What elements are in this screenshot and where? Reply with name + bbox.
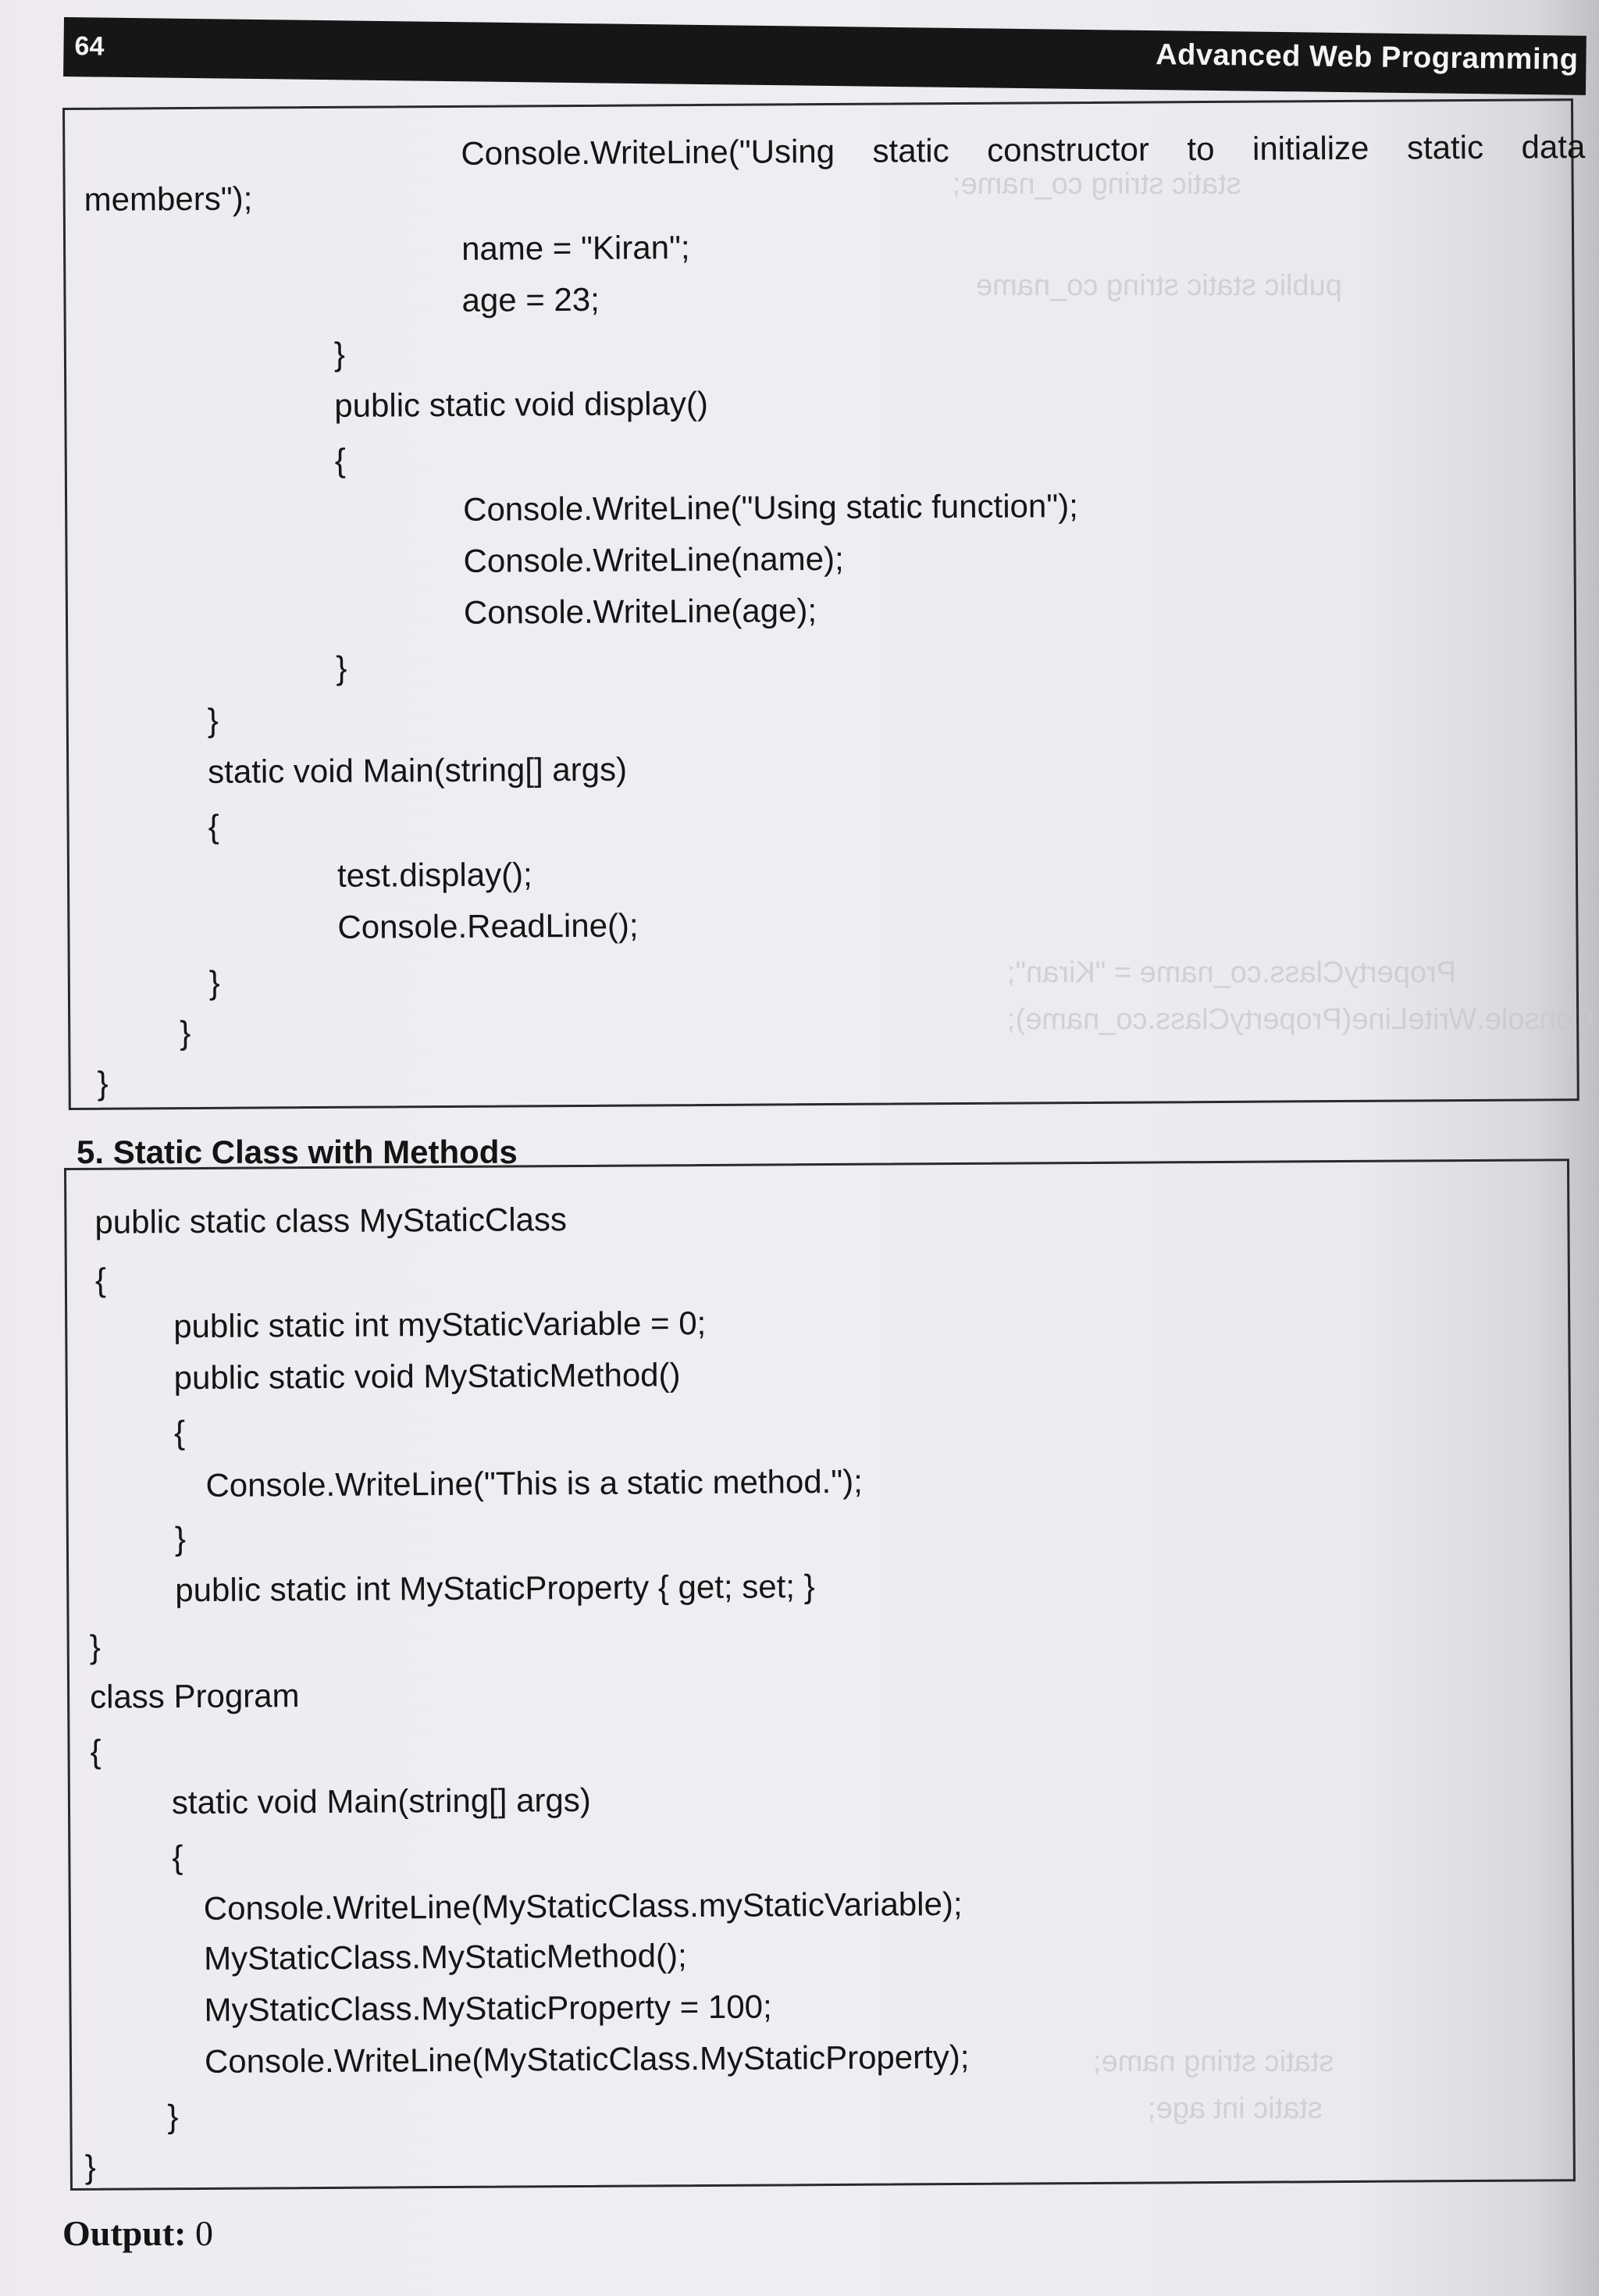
code-line: Console.ReadLine(); [337, 906, 639, 945]
code-line: } [333, 335, 346, 372]
code-word: to [1187, 130, 1215, 168]
show-through-text: static string co_name; [953, 168, 1241, 201]
show-through-text: static int age; [1148, 2092, 1323, 2125]
code-line: } [89, 1628, 101, 1665]
code-word: static [1406, 128, 1484, 166]
code-word: initialize [1252, 129, 1369, 167]
show-through-text: public static string co_name [976, 269, 1342, 302]
code-line: { [208, 807, 219, 845]
code-block-constructor-example [62, 98, 1586, 1110]
show-through-text: static string name; [1093, 2045, 1334, 2078]
code-line: public static void display() [334, 384, 709, 424]
code-line: Console.WriteLine(MyStaticClass.myStaticVariable); [203, 1885, 963, 1927]
show-through-text: Console.WriteLine(PropertyClass.co_name); [1007, 1003, 1594, 1036]
page-number: 64 [74, 31, 105, 62]
code-line: name = "Kiran"; [461, 229, 690, 267]
code-line: MyStaticClass.MyStaticProperty = 100; [204, 1988, 772, 2028]
code-line: } [336, 649, 347, 686]
code-line: static void Main(string[] args) [171, 1781, 591, 1821]
code-line: Console.WriteLine(age); [463, 592, 817, 631]
code-line: static void Main(string[] args) [208, 750, 628, 790]
code-line: } [180, 1014, 191, 1052]
code-line: } [97, 1064, 109, 1102]
code-line: { [172, 1839, 183, 1876]
output-value: 0 [194, 2213, 213, 2253]
section-heading: 5. Static Class with Methods [77, 1134, 518, 1170]
code-line: Console.WriteLine("This is a static method."); [205, 1462, 863, 1504]
output-label: Output: [62, 2213, 187, 2253]
code-line: } [174, 1520, 187, 1557]
code-line: test.display(); [337, 856, 532, 894]
code-line: members"); [84, 180, 253, 218]
code-line: public static int myStaticVariable = 0; [173, 1304, 707, 1345]
code-block-static-class-example [64, 1159, 1576, 2191]
code-line: { [173, 1414, 186, 1451]
running-title: Advanced Web Programming [1155, 38, 1579, 77]
code-line: Console.WriteLine(name); [463, 539, 844, 579]
code-line: public static void MyStaticMethod() [173, 1356, 681, 1397]
code-line: } [208, 963, 221, 1001]
show-through-text: PropertyClass.co_name = "Kiran"; [1007, 956, 1457, 989]
code-word: data [1521, 128, 1586, 166]
code-line: public static class MyStaticClass [94, 1201, 568, 1241]
code-line: MyStaticClass.MyStaticMethod(); [204, 1937, 687, 1977]
code-line: public static int MyStaticProperty { get; set; } [175, 1568, 815, 1609]
output-line [62, 2212, 213, 2254]
page-header-bar [63, 17, 1587, 95]
code-line: age = 23; [461, 280, 600, 319]
code-line: } [167, 2098, 179, 2135]
code-line: class Program [89, 1677, 300, 1715]
code-word: static [872, 132, 949, 169]
code-line [461, 130, 1585, 170]
code-line: } [84, 2148, 96, 2185]
code-word: Console.WriteLine("Using [461, 132, 835, 172]
code-line: { [334, 441, 346, 479]
code-line: Console.WriteLine(MyStaticClass.MyStaticProperty); [204, 2038, 970, 2080]
code-word: constructor [987, 130, 1150, 169]
code-line: Console.WriteLine("Using static function"); [463, 487, 1078, 528]
code-line: { [94, 1261, 107, 1298]
code-line: { [90, 1732, 101, 1770]
code-line: } [207, 701, 219, 739]
